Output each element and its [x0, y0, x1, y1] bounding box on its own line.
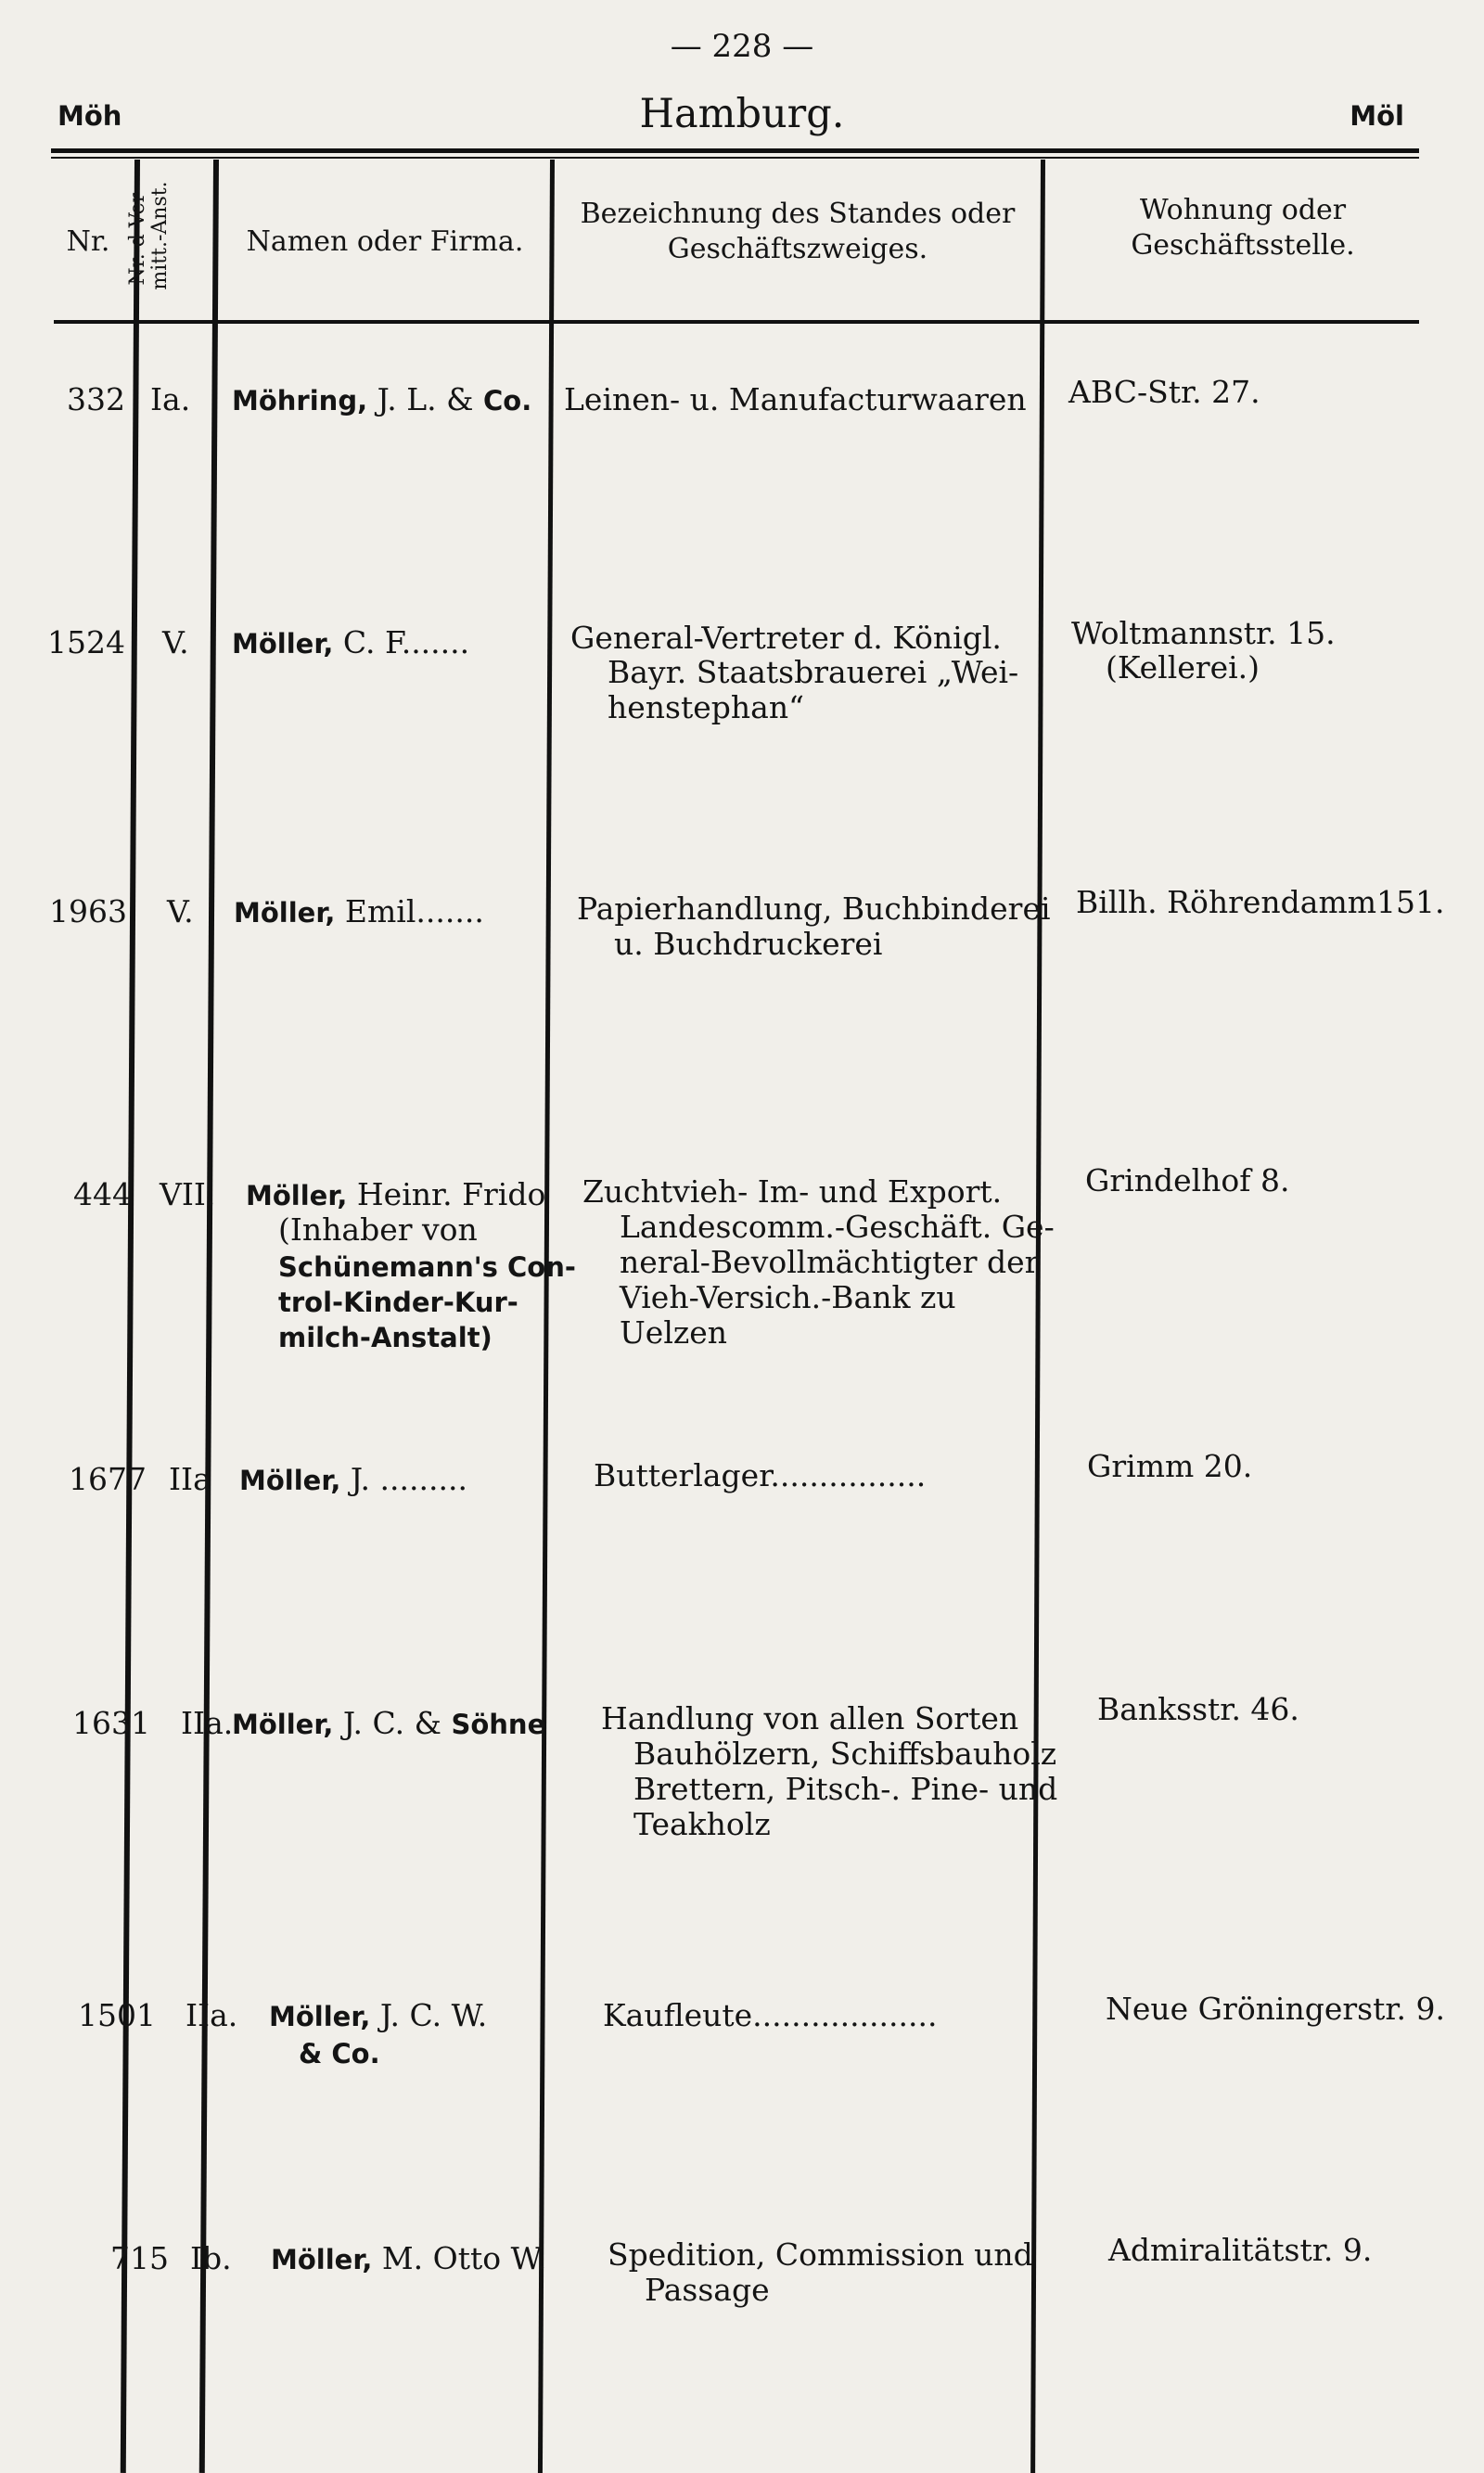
row-name [232, 621, 469, 665]
header-wohnung-text: Wohnung oder Geschäftsstelle. [1131, 194, 1355, 262]
row-name [271, 2237, 546, 2281]
name-given: Emil....... [344, 893, 484, 929]
row-anst: IIa. [186, 1997, 238, 2033]
page-number: — 228 — [670, 28, 814, 65]
row-name [239, 1458, 467, 1502]
row-stand-line: Uelzen [620, 1314, 728, 1351]
row-name-extra-text: trol-Kinder-Kur- [278, 1287, 518, 1318]
row-nr: 1631 [72, 1705, 150, 1741]
row-nr: 1524 [47, 624, 125, 660]
row-wohnung-line: Billh. Röhrendamm151. [1076, 884, 1445, 920]
row-name [234, 891, 484, 934]
row-nr: 1677 [69, 1461, 147, 1497]
top-double-rule-1 [51, 148, 1419, 153]
row-anst: IIa. [181, 1705, 234, 1741]
name-surname: Möhring, [232, 385, 368, 416]
name-surname: Möller, [269, 2001, 371, 2032]
row-stand-line: Papierhandlung, Buchbinderei [577, 891, 1051, 927]
row-stand-line: neral-Bevollmächtigter der [620, 1244, 1040, 1280]
row-name [232, 1702, 545, 1746]
row-wohnung-line: ABC-Str. 27. [1068, 374, 1260, 410]
row-anst: IIa [169, 1461, 211, 1497]
name-given: Heinr. Frido [356, 1176, 546, 1212]
column-rule-2 [199, 160, 219, 2473]
row-anst: V. [167, 893, 194, 929]
row-nr: 444 [73, 1176, 132, 1212]
name-given: J. C. W. [379, 1997, 488, 2033]
name-surname: Möller, [239, 1465, 341, 1496]
row-name-extra-text: Schünemann's Con- [278, 1251, 576, 1283]
row-stand-line: Passage [645, 2272, 770, 2308]
name-given: J. L. & [377, 381, 474, 417]
header-stand-text: Bezeichnung des Standes oder Geschäftszweiges. [580, 198, 1016, 265]
row-stand-line: Zuchtvieh- Im- und Export. [582, 1173, 1003, 1210]
name-surname: Möller, [271, 2244, 373, 2275]
column-rule-3 [538, 160, 555, 2473]
header-nr: Nr. [66, 225, 110, 258]
row-stand-line: Spedition, Commission und [608, 2236, 1033, 2273]
header-name: Namen oder Firma. [246, 225, 524, 258]
row-name-extra [299, 2031, 380, 2075]
row-stand-line: u. Buchdruckerei [614, 926, 883, 962]
row-nr: 1501 [78, 1997, 156, 2033]
row-stand-line: Handlung von allen Sorten [601, 1700, 1019, 1736]
row-name [232, 378, 531, 422]
top-double-rule-2 [51, 157, 1419, 159]
row-wohnung-line: Admiralitätstr. 9. [1108, 2232, 1373, 2268]
name-surname: Möller, [232, 628, 334, 660]
row-stand-line: Leinen- u. Manufacturwaaren [564, 381, 1027, 417]
row-wohnung-line: Woltmannstr. 15. [1071, 615, 1336, 651]
name-given: C. F....... [342, 624, 470, 660]
row-nr: 332 [67, 381, 125, 417]
row-stand-line: Kaufleute................... [603, 1997, 938, 2033]
row-name-extra-text: & Co. [299, 2038, 380, 2069]
name-surname: Möller, [246, 1180, 348, 1211]
row-wohnung-line: Banksstr. 46. [1097, 1691, 1299, 1727]
row-name-extra: (Inhaber von [278, 1211, 478, 1248]
name-given: J. C. & [342, 1705, 441, 1741]
row-anst: Ib. [190, 2240, 232, 2276]
row-stand-line: Bauhölzern, Schiffsbauholz [633, 1736, 1057, 1772]
header-bottom-rule [54, 320, 1419, 324]
row-stand-line: Butterlager................ [594, 1457, 927, 1493]
column-rule-4 [1030, 160, 1045, 2473]
row-wohnung-line: (Kellerei.) [1106, 649, 1260, 686]
name-suffix: Söhne [451, 1709, 546, 1740]
row-stand-line: Vieh-Versich.-Bank zu [620, 1279, 956, 1315]
row-anst: V. [162, 624, 189, 660]
name-surname: Möller, [232, 1709, 334, 1740]
row-stand-line: General-Vertreter d. Königl. [570, 620, 1002, 656]
running-head-title: Hamburg. [639, 91, 845, 137]
row-wohnung-line: Neue Gröningerstr. 9. [1106, 1991, 1445, 2027]
row-stand-line: Brettern, Pitsch-. Pine- und [633, 1771, 1058, 1807]
row-nr: 1963 [49, 893, 127, 929]
row-anst: Ia. [150, 381, 191, 417]
row-name-extra [278, 1315, 493, 1359]
row-stand-line: Bayr. Staatsbrauerei „Wei- [608, 654, 1019, 690]
row-anst: VII. [160, 1176, 216, 1212]
column-rule-1 [121, 160, 140, 2473]
header-stand [561, 197, 1034, 267]
row-stand-line: Landescomm.-Geschäft. Ge- [620, 1209, 1055, 1245]
row-name-extra-text: milch-Anstalt) [278, 1322, 493, 1353]
name-suffix: Co. [483, 385, 532, 416]
name-surname: Möller, [234, 897, 336, 929]
row-stand-line: Teakholz [633, 1806, 771, 1842]
header-wohnung [1057, 193, 1428, 263]
name-given: M. Otto W. [381, 2240, 547, 2276]
name-given: J. ......... [350, 1461, 467, 1497]
row-stand-line: henstephan“ [608, 689, 804, 725]
row-nr: 715 [110, 2240, 169, 2276]
header-vermitt: Nr. d Ver- mitt.-Anst. [126, 181, 172, 290]
row-wohnung-line: Grimm 20. [1087, 1448, 1253, 1484]
row-wohnung-line: Grindelhof 8. [1085, 1162, 1290, 1198]
running-head-right: Möl [1350, 100, 1404, 132]
running-head-left: Möh [58, 100, 122, 132]
